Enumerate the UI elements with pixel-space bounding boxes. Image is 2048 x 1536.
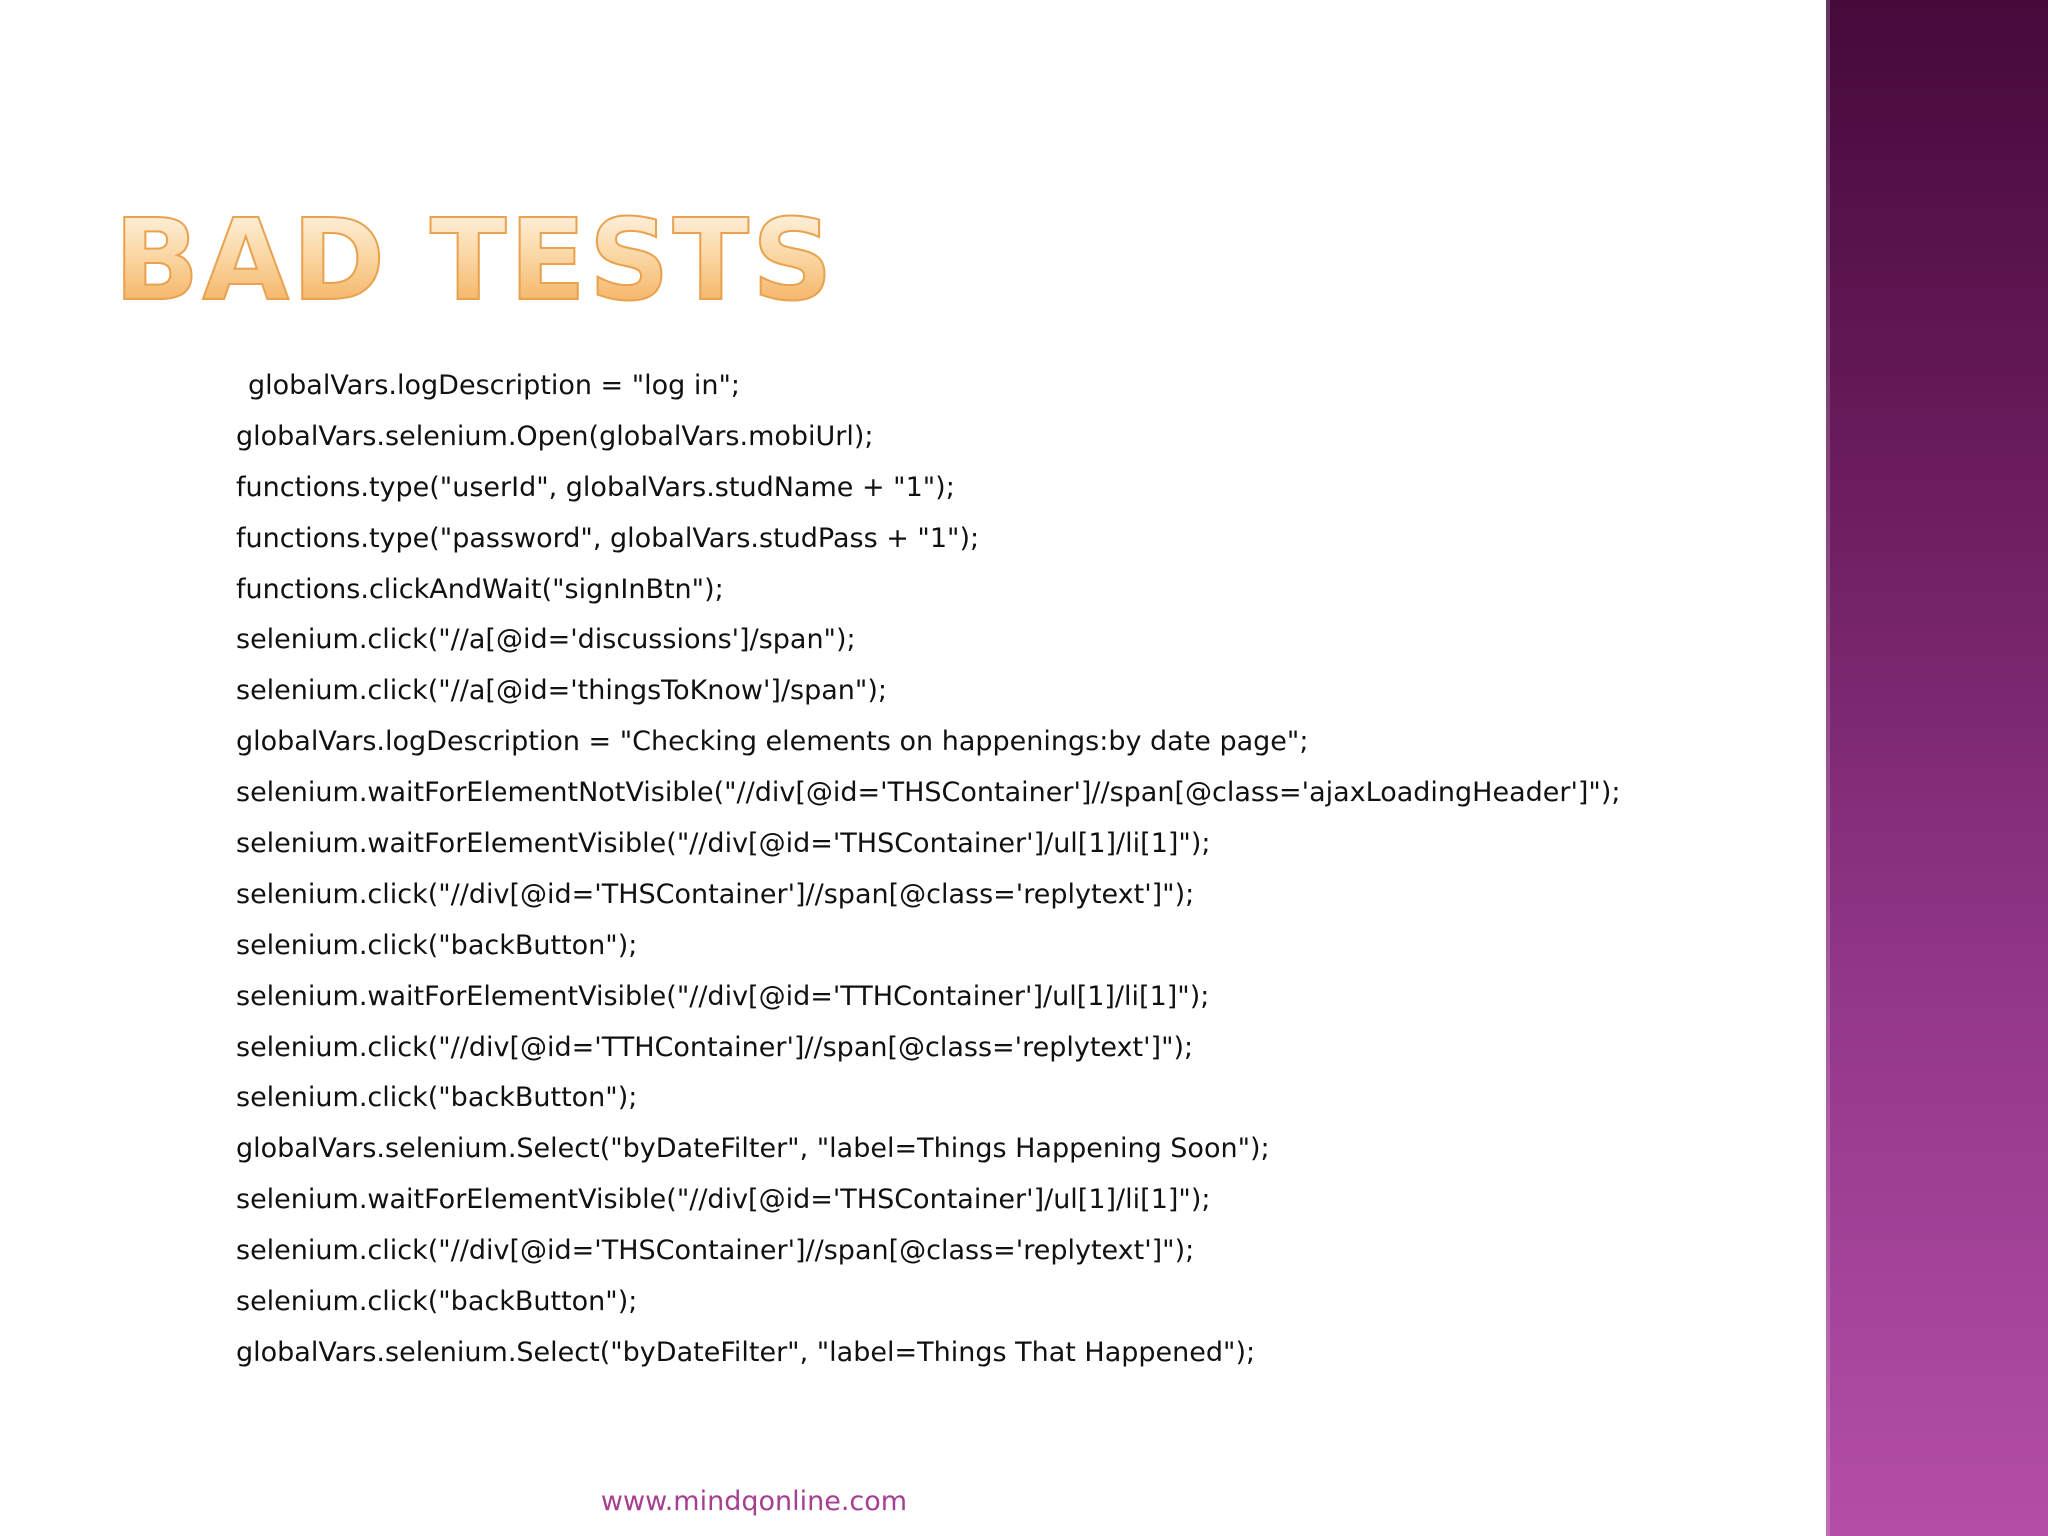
code-line: selenium.click("//div[@id='THSContainer']//span[@class='replytext']");: [236, 1235, 1195, 1267]
code-line: functions.type("userId", globalVars.studName + "1");: [236, 471, 955, 503]
decorative-side-band: [1826, 0, 2048, 1536]
code-line: globalVars.selenium.Open(globalVars.mobiUrl);: [236, 420, 874, 452]
code-block: [236, 361, 1736, 1379]
code-line: globalVars.logDescription = "log in";: [248, 370, 741, 401]
code-line: selenium.waitForElementNotVisible("//div[@id='THSContainer']//span[@class='ajaxLoadingHeader']");: [236, 777, 1621, 809]
code-line: selenium.waitForElementVisible("//div[@id='THSContainer']/ul[1]/li[1]");: [236, 1184, 1211, 1216]
code-line: selenium.click("backButton");: [236, 1286, 638, 1318]
code-line: functions.type("password", globalVars.studPass + "1");: [236, 522, 980, 554]
code-line: functions.clickAndWait("signInBtn");: [236, 573, 724, 605]
code-line: globalVars.selenium.Select("byDateFilter", "label=Things That Happened");: [236, 1336, 1256, 1368]
code-line: selenium.click("//div[@id='THSContainer']//span[@class='replytext']");: [236, 878, 1195, 910]
code-line: selenium.click("//a[@id='thingsToKnow']/span");: [236, 675, 887, 707]
code-line: selenium.click("//a[@id='discussions']/span");: [236, 624, 856, 656]
code-line: selenium.waitForElementVisible("//div[@id='TTHContainer']/ul[1]/li[1]");: [236, 980, 1210, 1012]
code-line: selenium.click("backButton");: [236, 1082, 638, 1114]
slide-title: BAD TESTS: [114, 196, 836, 326]
footer-website-url: www.mindqonline.com: [600, 1486, 908, 1517]
code-line: selenium.click("backButton");: [236, 929, 638, 961]
code-line: selenium.click("//div[@id='TTHContainer']//span[@class='replytext']");: [236, 1031, 1194, 1063]
code-line: globalVars.logDescription = "Checking elements on happenings:by date page";: [236, 726, 1309, 758]
code-line: selenium.waitForElementVisible("//div[@id='THSContainer']/ul[1]/li[1]");: [236, 828, 1211, 860]
code-line: globalVars.selenium.Select("byDateFilter", "label=Things Happening Soon");: [236, 1133, 1270, 1165]
